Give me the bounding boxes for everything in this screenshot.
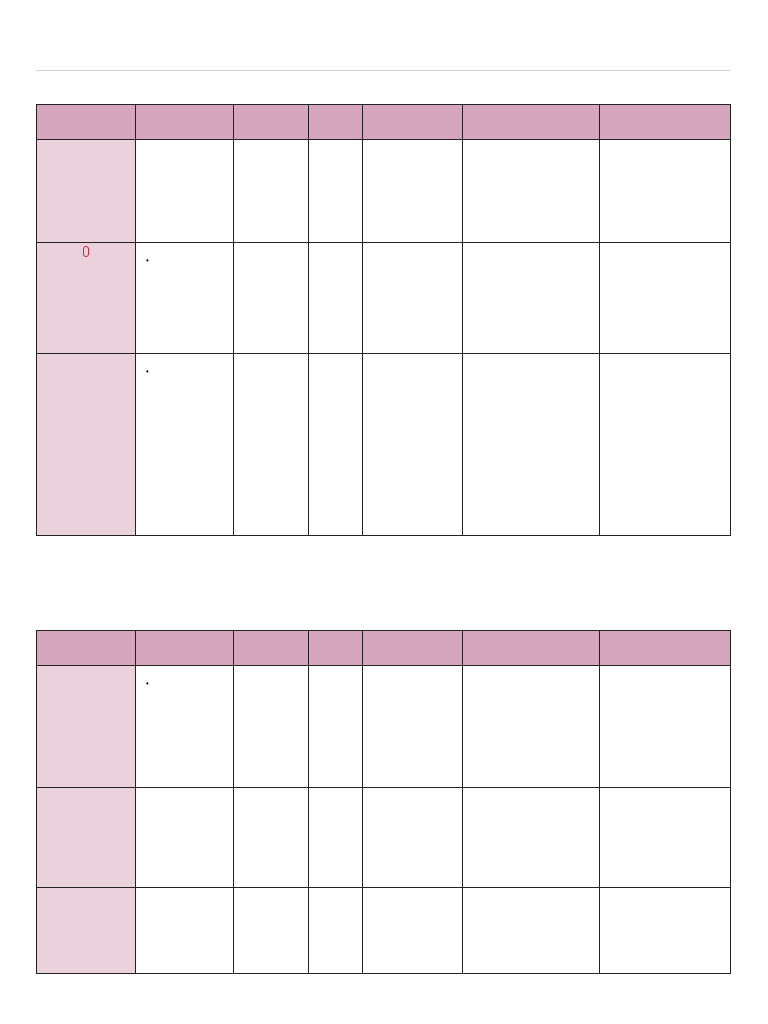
test-subtitle	[83, 246, 89, 257]
interpretation-cell	[600, 140, 731, 243]
materials-cell	[234, 888, 309, 974]
clinical-cell	[363, 666, 463, 788]
principle-cell	[136, 788, 234, 888]
specimen-cell	[309, 788, 363, 888]
materials-cell	[234, 243, 309, 354]
materials-cell	[234, 140, 309, 243]
table-row	[37, 666, 731, 788]
test-name-cell	[37, 888, 136, 974]
specimen-cell	[309, 140, 363, 243]
test-name-cell	[37, 354, 136, 536]
materials-cell	[234, 666, 309, 788]
clinical-cell	[363, 788, 463, 888]
page-break	[0, 580, 768, 610]
col-manner-of-reporting	[463, 105, 600, 140]
principle-cell	[136, 354, 234, 536]
serologic-tests-table-2	[36, 630, 731, 974]
interpretation-cell	[600, 788, 731, 888]
test-name-cell	[37, 243, 136, 354]
reporting-cell	[463, 354, 600, 536]
reporting-cell	[463, 243, 600, 354]
header-divider	[36, 70, 730, 71]
specimen-cell	[309, 354, 363, 536]
principle-cell	[136, 666, 234, 788]
principle-cell	[136, 243, 234, 354]
test-name-cell	[37, 666, 136, 788]
col-clinical-significance	[363, 105, 463, 140]
col-interpretation	[600, 631, 731, 666]
interpretation-cell	[600, 354, 731, 536]
col-clinical-significance	[363, 631, 463, 666]
col-specimen	[309, 631, 363, 666]
clinical-cell	[363, 243, 463, 354]
col-interpretation	[600, 105, 731, 140]
materials-cell	[234, 354, 309, 536]
interpretation-cell	[600, 888, 731, 974]
test-name-cell	[37, 140, 136, 243]
col-manner-of-reporting	[463, 631, 600, 666]
interpretation-cell	[600, 666, 731, 788]
interpretation-cell	[600, 243, 731, 354]
principle-cell	[136, 888, 234, 974]
reporting-cell	[463, 788, 600, 888]
clinical-cell	[363, 140, 463, 243]
table-row	[37, 888, 731, 974]
col-principle	[136, 631, 234, 666]
col-materials	[234, 105, 309, 140]
table-header-row	[37, 105, 731, 140]
table-row	[37, 243, 731, 354]
col-principle	[136, 105, 234, 140]
reporting-cell	[463, 888, 600, 974]
materials-cell	[234, 788, 309, 888]
specimen-cell	[309, 666, 363, 788]
specimen-cell	[309, 888, 363, 974]
col-specimen	[309, 105, 363, 140]
table-row	[37, 788, 731, 888]
serologic-tests-table-1	[36, 104, 731, 536]
table-header-row	[37, 631, 731, 666]
table-row	[37, 354, 731, 536]
test-name-cell	[37, 788, 136, 888]
clinical-cell	[363, 888, 463, 974]
reporting-cell	[463, 140, 600, 243]
col-serologic-test	[37, 105, 136, 140]
table-row	[37, 140, 731, 243]
reporting-cell	[463, 666, 600, 788]
col-serologic-test	[37, 631, 136, 666]
clinical-cell	[363, 354, 463, 536]
specimen-cell	[309, 243, 363, 354]
principle-cell	[136, 140, 234, 243]
col-materials	[234, 631, 309, 666]
